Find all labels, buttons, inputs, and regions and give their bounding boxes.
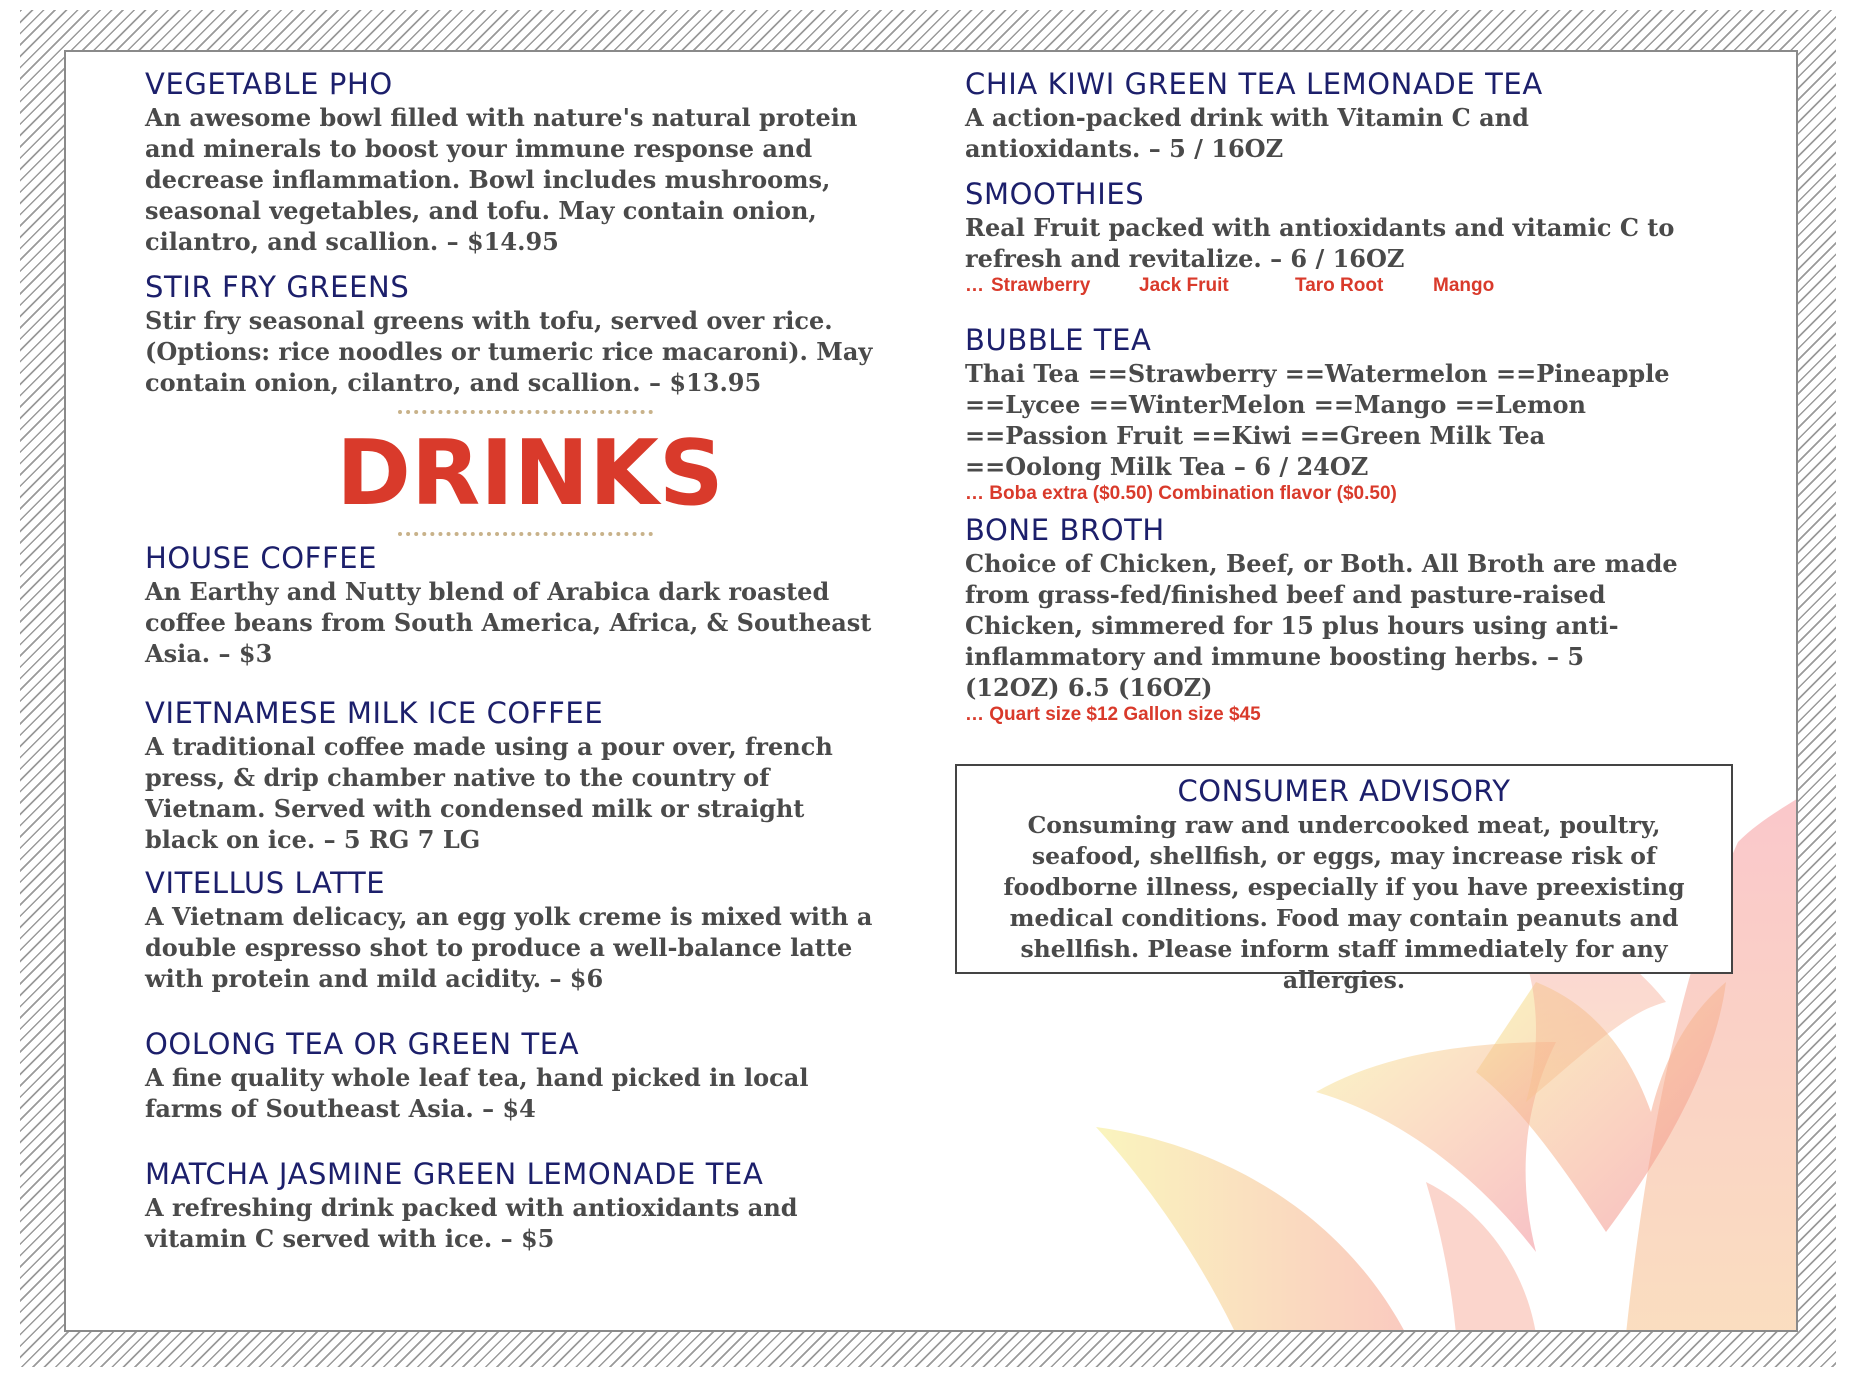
- item-title: BUBBLE TEA: [965, 323, 1152, 357]
- menu-item-oolong-green-tea: [145, 1026, 885, 1124]
- item-description: A traditional coffee made using a pour over, french press, & drip chamber native to the country of Vietnam. Served with condensed milk or straight black on ice. – 5 RG 7 LG: [145, 732, 833, 854]
- item-title: SMOOTHIES: [965, 177, 1145, 211]
- flavor-strawberry: Strawberry: [991, 275, 1091, 296]
- menu-item-house-coffee: [145, 540, 885, 669]
- item-description: Real Fruit packed with antioxidants and vitamic C to refresh and revitalize. – 6 / 16OZ: [965, 213, 1675, 273]
- item-description: Thai Tea ==Strawberry ==Watermelon ==Pineapple ==Lycee ==WinterMelon ==Mango ==Lemon ==Passion Fruit ==Kiwi ==Green Milk Tea ==Oolong Milk Tea – 6 / 24OZ: [965, 359, 1670, 481]
- dotted-divider-bottom: [398, 532, 653, 536]
- menu-item-stir-fry-greens: [145, 269, 885, 398]
- bone-broth-note: … Quart size $12 Gallon size $45: [965, 704, 1261, 725]
- advisory-text: Consuming raw and undercooked meat, poultry, seafood, shellfish, or eggs, may increase risk of foodborne illness, especially if you have preexisting medical conditions. Food may contain peanuts and shellfish. Please inform staff immediately for any allergies.: [1003, 811, 1685, 994]
- dotted-divider-top: [398, 410, 653, 414]
- drinks-heading: DRINKS: [336, 421, 724, 526]
- menu-item-bubble-tea: [965, 322, 1685, 506]
- item-title: OOLONG TEA OR GREEN TEA: [145, 1027, 580, 1061]
- menu-item-vietnamese-milk-ice-coffee: [145, 695, 885, 855]
- item-title: MATCHA JASMINE GREEN LEMONADE TEA: [145, 1157, 764, 1191]
- item-description: A fine quality whole leaf tea, hand picked in local farms of Southeast Asia. – $4: [145, 1063, 809, 1123]
- item-description: An awesome bowl filled with nature's natural protein and minerals to boost your immune response and decrease inflammation. Bowl includes mushrooms, seasonal vegetables, and tofu. May contain onion, cilantro, and scallion. – $14.95: [145, 103, 858, 256]
- menu-item-smoothies: [965, 176, 1685, 298]
- item-title: HOUSE COFFEE: [145, 541, 378, 575]
- flavor-taro-root: Taro Root: [1295, 275, 1384, 296]
- item-title: STIR FRY GREENS: [145, 270, 410, 304]
- left-column: [145, 66, 885, 1254]
- item-description: An Earthy and Nutty blend of Arabica dark roasted coffee beans from South America, Africa, & Southeast Asia. – $3: [145, 577, 872, 668]
- menu-item-chia-kiwi: [965, 66, 1685, 164]
- item-description: Stir fry seasonal greens with tofu, served over rice. (Options: rice noodles or tumeric rice macaroni). May contain onion, cilantro, and scallion. – $13.95: [145, 306, 873, 397]
- menu-item-matcha-jasmine: [145, 1156, 885, 1254]
- item-title: BONE BROTH: [965, 513, 1165, 547]
- smoothie-flavors: [965, 274, 1685, 298]
- right-column: [965, 66, 1685, 727]
- item-description: A action-packed drink with Vitamin C and antioxidants. – 5 / 16OZ: [965, 103, 1529, 163]
- item-description: A Vietnam delicacy, an egg yolk creme is mixed with a double espresso shot to produce a well-balance latte with protein and mild acidity. – $6: [145, 902, 873, 993]
- flavor-mango: Mango: [1433, 275, 1495, 296]
- item-title: VITELLUS LATTE: [145, 866, 386, 900]
- item-description: Choice of Chicken, Beef, or Both. All Broth are made from grass-fed/finished beef and pasture-raised Chicken, simmered for 15 plus hours using anti-inflammatory and immune boosting herbs. – 5 (12OZ) 6.5 (16OZ): [965, 549, 1678, 702]
- menu-page: [64, 50, 1798, 1332]
- menu-item-vitellus-latte: [145, 865, 885, 994]
- consumer-advisory-box: [955, 764, 1733, 994]
- item-title: VIETNAMESE MILK ICE COFFEE: [145, 696, 604, 730]
- flavor-jack-fruit: Jack Fruit: [1139, 275, 1229, 296]
- item-title: CHIA KIWI GREEN TEA LEMONADE TEA: [965, 67, 1543, 101]
- note-prefix: …: [965, 275, 984, 296]
- item-description: A refreshing drink packed with antioxidants and vitamin C served with ice. – $5: [145, 1193, 798, 1253]
- menu-item-vegetable-pho: [145, 66, 885, 257]
- bubble-tea-note: … Boba extra ($0.50) Combination flavor ($0.50): [965, 483, 1397, 504]
- item-title: VEGETABLE PHO: [145, 67, 393, 101]
- menu-item-bone-broth: [965, 512, 1685, 727]
- advisory-title: CONSUMER ADVISORY: [1177, 774, 1511, 808]
